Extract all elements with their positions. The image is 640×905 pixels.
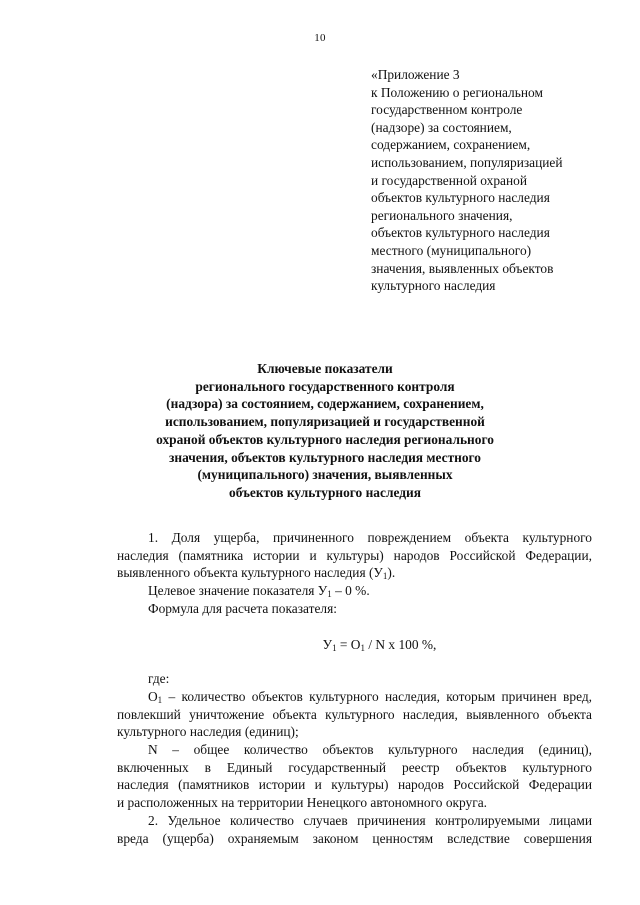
title-line: охраной объектов культурного наследия регионального — [156, 431, 494, 447]
title-line: (надзора) за состоянием, содержанием, сохранением, — [166, 396, 484, 412]
text-line: N – общее количество объектов культурного наследия (единиц), — [148, 742, 592, 758]
text-fragment: Целевое значение показателя У — [148, 583, 328, 599]
appendix-line: государственном контроле — [371, 102, 523, 118]
subscript: 1 — [382, 571, 388, 582]
appendix-line: культурного наследия — [371, 278, 496, 294]
title-line: Ключевые показатели — [257, 361, 393, 376]
appendix-line: и государственной охраной — [371, 172, 528, 188]
where-label: где: — [148, 671, 170, 687]
appendix-line: к Положению о региональном — [371, 84, 543, 100]
text-fragment: выявленного объекта культурного наследия (У — [117, 565, 383, 581]
document-title — [120, 360, 530, 502]
text-fragment: О — [148, 688, 158, 704]
text-line: включенных в Единый государственный реестр объектов культурного — [117, 759, 592, 775]
text-fragment: – 0 %. — [331, 583, 370, 599]
appendix-line: содержанием, сохранением, — [371, 137, 531, 153]
subscript: 1 — [332, 642, 337, 653]
text-fragment: ). — [387, 565, 396, 581]
subscript: 1 — [360, 642, 365, 653]
document-body — [117, 529, 592, 847]
text-line: 1. Доля ущерба, причиненного повреждением объекта культурного — [148, 530, 592, 545]
formula-part: / N х 100 %, — [364, 636, 437, 652]
definition-n — [117, 741, 592, 812]
title-line: регионального государственного контроля — [195, 378, 455, 394]
text-line: наследия (памятников истории и культуры) народов Российской Федерации — [117, 777, 592, 793]
indicator-2-paragraph — [117, 812, 592, 847]
appendix-line: использованием, популяризацией — [371, 154, 563, 170]
text-line: и расположенных на территории Ненецкого автономного округа. — [117, 795, 488, 811]
text-line — [117, 688, 592, 706]
text-line: повлекший уничтожение объекта культурного наследия, выявленного объекта — [117, 706, 592, 722]
title-line: значения, объектов культурного наследия местного — [168, 449, 482, 465]
formula-part: = О — [336, 636, 361, 652]
title-line: объектов культурного наследия — [229, 484, 421, 500]
text-line: наследия (памятника истории и культуры) народов Российской Федерации, — [117, 547, 592, 563]
appendix-line: значения, выявленных объектов — [371, 260, 554, 276]
subscript: 1 — [327, 589, 332, 600]
text-line — [117, 564, 592, 582]
appendix-line: регионального значения, — [371, 207, 513, 223]
formula-label: Формула для расчета показателя: — [148, 600, 337, 616]
appendix-line: (надзоре) за состоянием, — [371, 119, 512, 135]
appendix-header — [371, 66, 606, 295]
appendix-line: местного (муниципального) — [371, 242, 532, 258]
text-line: вреда (ущерба) охраняемым законом ценностям вследствие совершения — [117, 830, 592, 846]
indicator-1-paragraph — [117, 529, 592, 582]
text-fragment: – количество объектов культурного наследия, которым причинен вред, — [162, 688, 592, 704]
text-line: 2. Удельное количество случаев причинения контролируемыми лицами — [148, 812, 592, 828]
definition-o1 — [117, 688, 592, 741]
title-line: использованием, популяризацией и государственной — [165, 414, 485, 430]
appendix-line: объектов культурного наследия — [371, 225, 550, 241]
subscript: 1 — [157, 694, 163, 705]
formula-symbol: У — [322, 636, 333, 652]
title-line: (муниципального) значения, выявленных — [197, 467, 453, 483]
appendix-line: «Приложение 3 — [371, 67, 460, 82]
appendix-line: объектов культурного наследия — [371, 190, 550, 206]
text-line: культурного наследия (единиц); — [117, 724, 299, 740]
target-value-line — [117, 582, 592, 600]
page-number: 10 — [314, 32, 326, 44]
formula — [117, 636, 592, 654]
